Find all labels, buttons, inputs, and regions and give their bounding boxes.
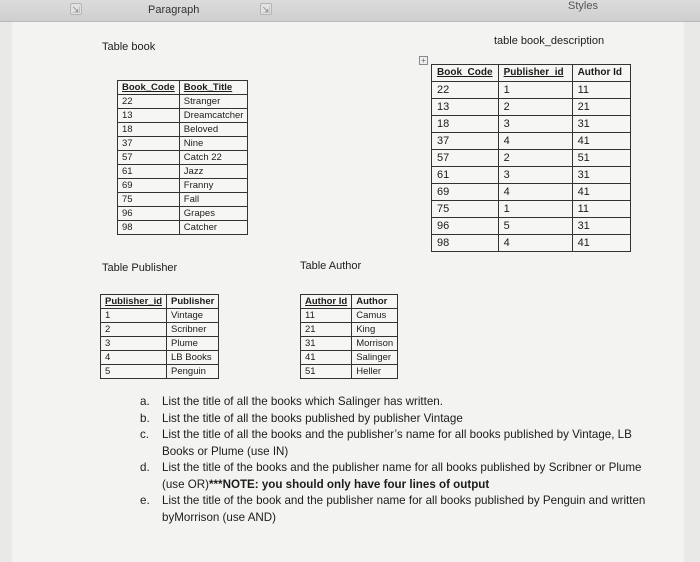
book-description-table <box>431 64 631 252</box>
table-cell: 69 <box>432 184 499 201</box>
table-cell: Salinger <box>352 351 398 365</box>
table-cell: LB Books <box>167 351 219 365</box>
table-cell: Beloved <box>179 123 248 137</box>
question-a: a. List the title of all the books which Salinger has written. <box>140 395 443 408</box>
table-cell: 31 <box>572 116 630 133</box>
author-name-header: Author <box>352 295 398 309</box>
table-cell: 2 <box>101 323 167 337</box>
table-cell: 51 <box>301 365 352 379</box>
table-cell: Catch 22 <box>179 151 248 165</box>
book-code-header: Book_Code <box>118 81 180 95</box>
table-move-handle-icon[interactable]: + <box>419 56 428 65</box>
table-cell: Dreamcatcher <box>179 109 248 123</box>
table-cell: Morrison <box>352 337 398 351</box>
table-cell: Nine <box>179 137 248 151</box>
publisher-row <box>101 323 219 337</box>
table-cell: 61 <box>432 167 499 184</box>
table-cell: 41 <box>301 351 352 365</box>
table-cell: 4 <box>498 133 572 150</box>
book-description-row <box>432 133 631 150</box>
author-table-title: Table Author <box>300 260 362 272</box>
table-cell: 31 <box>572 167 630 184</box>
table-cell: 21 <box>301 323 352 337</box>
table-cell: 98 <box>118 221 180 235</box>
book-description-row <box>432 116 631 133</box>
table-cell: 57 <box>118 151 180 165</box>
ribbon-bar <box>0 0 700 22</box>
author-row <box>301 337 398 351</box>
table-cell: 21 <box>572 99 630 116</box>
table-cell: 11 <box>572 82 630 99</box>
table-cell: 4 <box>498 184 572 201</box>
table-cell: 61 <box>118 165 180 179</box>
author-id-header: Author Id <box>301 295 352 309</box>
paragraph-group-label: Paragraph <box>148 4 200 16</box>
table-cell: Franny <box>179 179 248 193</box>
table-cell: Camus <box>352 309 398 323</box>
book-description-row <box>432 235 631 252</box>
question-e: e. List the title of the book and the publisher name for all books published by Penguin and written byMorrison (use AND) <box>140 494 646 524</box>
table-cell: 22 <box>432 82 499 99</box>
question-list <box>140 394 660 526</box>
publisher-row <box>101 309 219 323</box>
desc-publisher-id-header: Publisher_id <box>498 65 572 82</box>
table-cell: 75 <box>118 193 180 207</box>
book-description-row <box>432 184 631 201</box>
table-cell: 51 <box>572 150 630 167</box>
paragraph-launcher-icon[interactable]: ⇲ <box>260 3 272 15</box>
table-cell: Fall <box>179 193 248 207</box>
author-table-body <box>301 309 398 379</box>
book-description-row <box>432 201 631 218</box>
table-cell: 3 <box>498 167 572 184</box>
table-cell: Stranger <box>179 95 248 109</box>
table-cell: 69 <box>118 179 180 193</box>
publisher-table-title: Table Publisher <box>102 262 178 274</box>
table-cell: 5 <box>498 218 572 235</box>
book-row <box>118 221 248 235</box>
book-title-header: Book_Title <box>179 81 248 95</box>
book-description-table-title: table book_description <box>494 35 605 47</box>
book-row <box>118 179 248 193</box>
book-row <box>118 123 248 137</box>
table-cell: Grapes <box>179 207 248 221</box>
styles-group-label: Styles <box>568 0 598 12</box>
table-cell: 57 <box>432 150 499 167</box>
table-cell: Penguin <box>167 365 219 379</box>
book-row <box>118 137 248 151</box>
table-cell: 13 <box>432 99 499 116</box>
book-row <box>118 207 248 221</box>
publisher-table-body <box>101 309 219 379</box>
table-cell: 41 <box>572 184 630 201</box>
table-cell: 4 <box>101 351 167 365</box>
table-cell: 3 <box>101 337 167 351</box>
book-description-row <box>432 167 631 184</box>
table-cell: Vintage <box>167 309 219 323</box>
book-description-row <box>432 150 631 167</box>
table-cell: 5 <box>101 365 167 379</box>
table-cell: 1 <box>498 201 572 218</box>
table-cell: Scribner <box>167 323 219 337</box>
table-cell: 18 <box>118 123 180 137</box>
table-cell: 31 <box>572 218 630 235</box>
book-row <box>118 95 248 109</box>
question-c: c. List the title of all the books and the publisher’s name for all books published by Vintage, LB Books or Plume (use IN) <box>140 428 632 458</box>
question-b: b. List the title of all the books published by publisher Vintage <box>140 411 463 425</box>
table-cell: 31 <box>301 337 352 351</box>
book-row <box>118 193 248 207</box>
author-row <box>301 323 398 337</box>
table-cell: 4 <box>498 235 572 252</box>
book-row <box>118 151 248 165</box>
desc-book-code-header: Book_Code <box>432 65 499 82</box>
author-row <box>301 351 398 365</box>
table-cell: 22 <box>118 95 180 109</box>
table-cell: 1 <box>101 309 167 323</box>
publisher-name-header: Publisher <box>167 295 219 309</box>
table-cell: 96 <box>432 218 499 235</box>
paragraph-dialog-icon[interactable]: ⇲ <box>70 3 82 15</box>
table-cell: 18 <box>432 116 499 133</box>
publisher-row <box>101 365 219 379</box>
book-description-row <box>432 99 631 116</box>
book-description-row <box>432 218 631 235</box>
publisher-table <box>100 294 219 379</box>
table-cell: King <box>352 323 398 337</box>
table-cell: 37 <box>432 133 499 150</box>
question-d: d. List the title of the books and the publisher name for all books published by Scribner or Plume (use OR)***NOTE: you should only have four lines of output <box>140 461 642 491</box>
table-cell: 98 <box>432 235 499 252</box>
table-cell: Plume <box>167 337 219 351</box>
author-table <box>300 294 398 379</box>
book-description-row <box>432 82 631 99</box>
table-cell: 11 <box>301 309 352 323</box>
table-cell: 3 <box>498 116 572 133</box>
publisher-id-header: Publisher_id <box>101 295 167 309</box>
table-cell: 96 <box>118 207 180 221</box>
table-cell: 1 <box>498 82 572 99</box>
table-cell: 37 <box>118 137 180 151</box>
question-d-note: ***NOTE: you should only have four lines of output <box>209 477 490 491</box>
book-table-body <box>118 95 248 235</box>
publisher-row <box>101 351 219 365</box>
desc-author-id-header: Author Id <box>572 65 630 82</box>
book-description-table-body <box>432 82 631 252</box>
table-cell: 75 <box>432 201 499 218</box>
book-table-title: Table book <box>102 41 156 53</box>
table-cell: Jazz <box>179 165 248 179</box>
table-cell: 2 <box>498 150 572 167</box>
table-cell: Heller <box>352 365 398 379</box>
author-row <box>301 365 398 379</box>
book-table <box>117 80 248 235</box>
table-cell: 2 <box>498 99 572 116</box>
table-cell: Catcher <box>179 221 248 235</box>
book-row <box>118 165 248 179</box>
publisher-row <box>101 337 219 351</box>
table-cell: 11 <box>572 201 630 218</box>
table-cell: 13 <box>118 109 180 123</box>
table-cell: 41 <box>572 133 630 150</box>
author-row <box>301 309 398 323</box>
book-row <box>118 109 248 123</box>
table-cell: 41 <box>572 235 630 252</box>
